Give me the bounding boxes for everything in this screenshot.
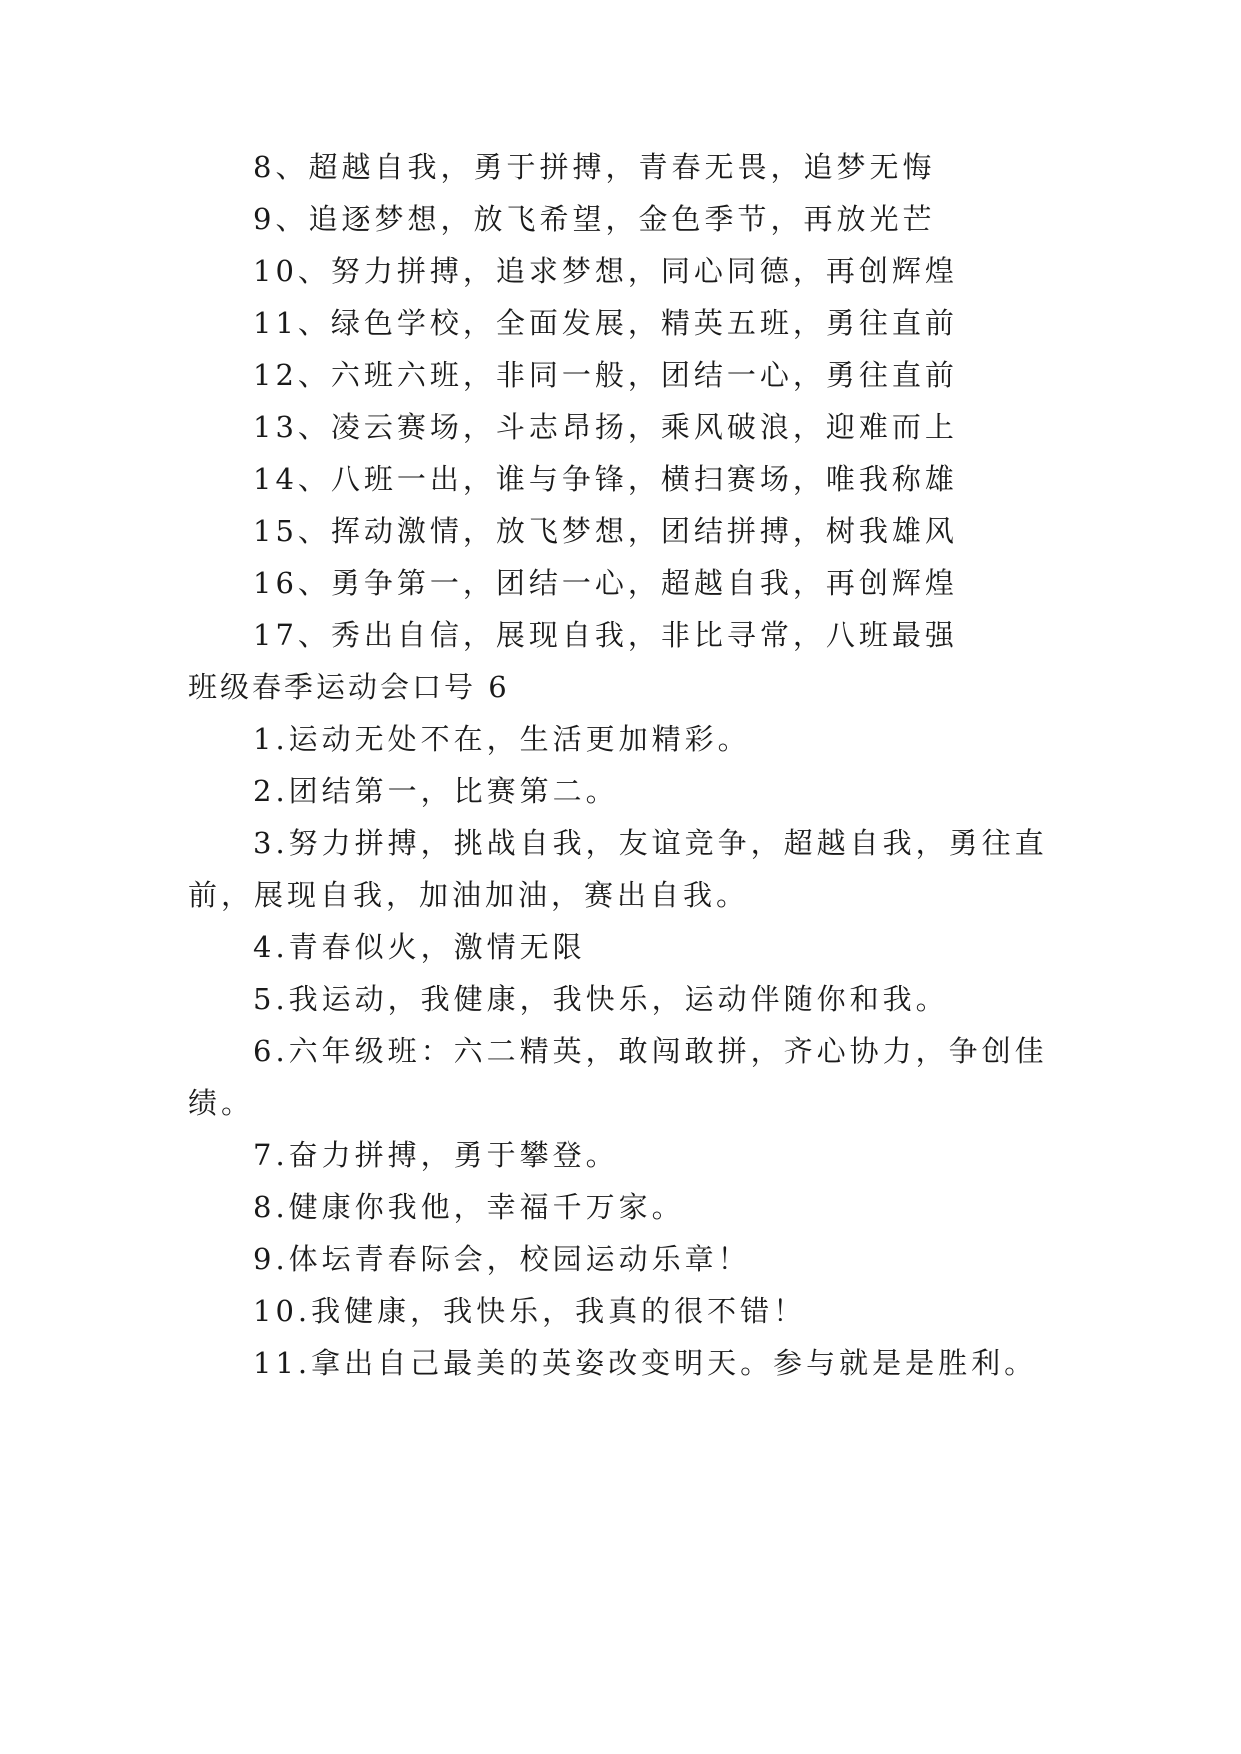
slogan-line: 3.努力拼搏，挑战自我，友谊竞争，超越自我，勇往直 <box>253 826 1048 860</box>
slogan-line: 6.六年级班：六二精英，敢闯敢拼，齐心协力，争创佳 <box>253 1034 1048 1068</box>
slogan-line: 1.运动无处不在，生活更加精彩。 <box>253 722 751 756</box>
slogan-line: 12、六班六班，非同一般，团结一心，勇往直前 <box>253 358 958 392</box>
slogan-line: 2.团结第一，比赛第二。 <box>253 774 619 808</box>
slogan-line: 14、八班一出，谁与争锋，横扫赛场，唯我称雄 <box>253 462 958 496</box>
slogan-line-continuation: 绩。 <box>188 1086 255 1120</box>
slogan-line: 11.拿出自己最美的英姿改变明天。参与就是是胜利。 <box>253 1346 1038 1380</box>
slogan-line: 13、凌云赛场，斗志昂扬，乘风破浪，迎难而上 <box>253 410 958 444</box>
slogan-line: 9、追逐梦想，放飞希望，金色季节，再放光芒 <box>253 202 936 236</box>
slogan-line: 15、挥动激情，放飞梦想，团结拼搏，树我雄风 <box>253 514 958 548</box>
slogan-line: 4.青春似火，激情无限 <box>253 930 586 964</box>
slogan-line: 8、超越自我，勇于拼搏，青春无畏，追梦无悔 <box>253 150 936 184</box>
slogan-line: 16、勇争第一，团结一心，超越自我，再创辉煌 <box>253 566 958 600</box>
slogan-line: 10.我健康，我快乐，我真的很不错！ <box>253 1294 807 1328</box>
slogan-line: 9.体坛青春际会，校园运动乐章！ <box>253 1242 751 1276</box>
slogan-line: 8.健康你我他，幸福千万家。 <box>253 1190 685 1224</box>
slogan-line: 10、努力拼搏，追求梦想，同心同德，再创辉煌 <box>253 254 958 288</box>
slogan-line: 5.我运动，我健康，我快乐，运动伴随你和我。 <box>253 982 949 1016</box>
slogan-line-continuation: 前，展现自我，加油加油，赛出自我。 <box>188 878 750 912</box>
slogan-line: 17、秀出自信，展现自我，非比寻常，八班最强 <box>253 618 958 652</box>
slogan-line: 7.奋力拼搏，勇于攀登。 <box>253 1138 619 1172</box>
slogan-line: 11、绿色学校，全面发展，精英五班，勇往直前 <box>253 306 958 340</box>
section-heading: 班级春季运动会口号 6 <box>188 670 510 704</box>
